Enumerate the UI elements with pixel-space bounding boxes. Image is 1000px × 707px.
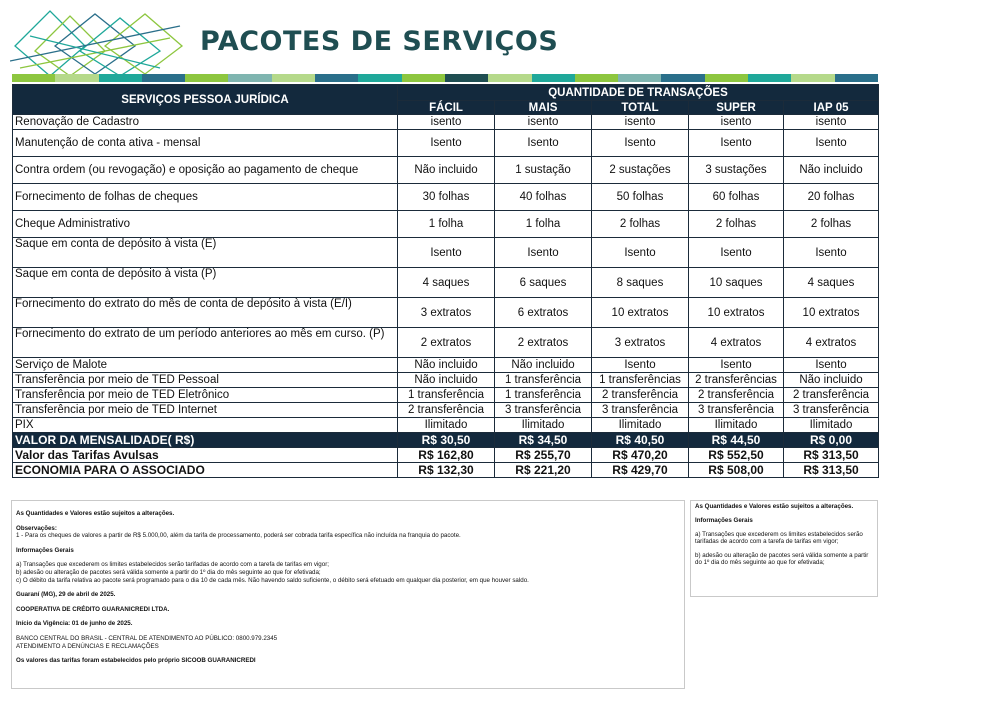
- column-header: MAIS: [495, 101, 592, 115]
- table-cell: R$ 255,70: [495, 448, 592, 463]
- table-cell: 50 folhas: [592, 184, 689, 211]
- table-cell: R$ 508,00: [689, 463, 784, 478]
- table-cell: isento: [592, 115, 689, 130]
- table-cell: R$ 429,70: [592, 463, 689, 478]
- table-cell: Não incluido: [784, 373, 879, 388]
- notes-side-box: [690, 500, 878, 597]
- table-cell: 2 transferências: [689, 373, 784, 388]
- table-row: [13, 358, 879, 373]
- table-cell: 10 extratos: [784, 298, 879, 328]
- notes-info-a: a) Transações que excederem os limites estabelecidos serão tarifadas de acordo com a tarefa de tarifas em vigor;: [16, 561, 329, 569]
- notes-info-b: b) adesão ou alteração de pacotes será válida somente a partir do 1º dia do mês seguinte ao que for efetivada;: [16, 568, 321, 576]
- table-cell: R$ 132,30: [398, 463, 495, 478]
- table-row: [13, 184, 879, 211]
- table-cell: Isento: [495, 238, 592, 268]
- table-cell: R$ 40,50: [592, 433, 689, 448]
- table-cell: R$ 313,50: [784, 448, 879, 463]
- notes-info-c: c) O débito da tarifa relativa ao pacote será programado para o dia 10 de cada mês. Não havendo saldo suficiente, o débito será efetuado em qualquer dia posterior, em que houver saldo.: [16, 576, 529, 584]
- table-cell: 3 extratos: [398, 298, 495, 328]
- table-cell: 2 extratos: [398, 328, 495, 358]
- table-cell: Isento: [689, 130, 784, 157]
- column-header: IAP 05: [784, 101, 879, 115]
- notes-info-title: Informações Gerais: [16, 546, 74, 554]
- table-cell: R$ 34,50: [495, 433, 592, 448]
- table-row: [13, 268, 879, 298]
- service-name: Transferência por meio de TED Internet: [13, 403, 398, 418]
- table-cell: 2 transferência: [689, 388, 784, 403]
- table-cell: 8 saques: [592, 268, 689, 298]
- table-row: [13, 403, 879, 418]
- table-cell: 6 extratos: [495, 298, 592, 328]
- table-cell: 1 transferências: [592, 373, 689, 388]
- table-cell: 2 transferência: [398, 403, 495, 418]
- table-cell: Isento: [784, 358, 879, 373]
- table-cell: R$ 221,20: [495, 463, 592, 478]
- notes2-info-b: b) adesão ou alteração de pacotes será válida somente a partir do 1º dia do mês seguinte ao que for efetivada;: [695, 552, 869, 566]
- service-name: Fornecimento de folhas de cheques: [13, 184, 398, 211]
- table-cell: Isento: [689, 358, 784, 373]
- table-cell: Isento: [784, 130, 879, 157]
- table-cell: isento: [784, 115, 879, 130]
- service-name: Serviço de Malote: [13, 358, 398, 373]
- table-cell: 4 extratos: [784, 328, 879, 358]
- table-cell: R$ 552,50: [689, 448, 784, 463]
- page-title: PACOTES DE SERVIÇOS: [200, 26, 559, 57]
- table-cell: 1 transferência: [495, 388, 592, 403]
- column-header: SUPER: [689, 101, 784, 115]
- table-cell: 6 saques: [495, 268, 592, 298]
- service-name: Fornecimento do extrato do mês de conta de depósito à vista (E/I): [13, 298, 398, 328]
- service-name: Saque em conta de depósito à vista (P): [13, 268, 398, 298]
- table-cell: 3 extratos: [592, 328, 689, 358]
- table-cell: Ilimitado: [592, 418, 689, 433]
- table-cell: Não incluido: [495, 358, 592, 373]
- notes2-disclaimer: As Quantidades e Valores estão sujeitos a alterações.: [695, 503, 854, 510]
- service-name: PIX: [13, 418, 398, 433]
- table-cell: Isento: [592, 358, 689, 373]
- table-cell: Ilimitado: [495, 418, 592, 433]
- table-cell: isento: [398, 115, 495, 130]
- service-name: Cheque Administrativo: [13, 211, 398, 238]
- notes-denuncias: ATENDIMENTO A DENÚNCIAS E RECLAMAÇÕES: [16, 642, 159, 650]
- notes2-info-a: a) Transações que excederem os limites estabelecidos serão tarifadas de acordo com a tarefa de tarifas em vigor;: [695, 531, 863, 545]
- table-cell: R$ 162,80: [398, 448, 495, 463]
- table-cell: 3 transferência: [495, 403, 592, 418]
- table-cell: isento: [689, 115, 784, 130]
- avulsas-row: [13, 448, 879, 463]
- table-cell: Isento: [592, 238, 689, 268]
- table-cell: 30 folhas: [398, 184, 495, 211]
- notes-bcb: BANCO CENTRAL DO BRASIL - CENTRAL DE ATENDIMENTO AO PÚBLICO: 0800.979.2345: [16, 634, 278, 642]
- table-row: [13, 115, 879, 130]
- table-cell: 1 folha: [398, 211, 495, 238]
- table-cell: 40 folhas: [495, 184, 592, 211]
- color-stripe: [12, 74, 878, 82]
- table-cell: 2 transferência: [592, 388, 689, 403]
- table-cell: Isento: [689, 238, 784, 268]
- row-label: Valor das Tarifas Avulsas: [13, 448, 398, 463]
- notes-vigencia: Início da Vigência: 01 de junho de 2025.: [16, 620, 133, 628]
- row-label: VALOR DA MENSALIDADE( R$): [13, 433, 398, 448]
- table-row: [13, 328, 879, 358]
- table-row: [13, 298, 879, 328]
- table-row: [13, 418, 879, 433]
- table-cell: 3 sustações: [689, 157, 784, 184]
- table-cell: 10 extratos: [592, 298, 689, 328]
- service-name: Transferência por meio de TED Eletrônico: [13, 388, 398, 403]
- table-cell: R$ 313,50: [784, 463, 879, 478]
- table-cell: Ilimitado: [398, 418, 495, 433]
- table-cell: R$ 44,50: [689, 433, 784, 448]
- table-cell: 3 transferência: [592, 403, 689, 418]
- table-row: [13, 373, 879, 388]
- table-cell: 1 folha: [495, 211, 592, 238]
- services-table: [12, 84, 879, 478]
- table-cell: 1 transferência: [398, 388, 495, 403]
- table-cell: R$ 470,20: [592, 448, 689, 463]
- company-logo: [10, 6, 185, 78]
- table-row: [13, 238, 879, 268]
- table-cell: 2 sustações: [592, 157, 689, 184]
- table-cell: 2 folhas: [689, 211, 784, 238]
- service-name: Fornecimento do extrato de um período anteriores ao mês em curso. (P): [13, 328, 398, 358]
- table-cell: Isento: [398, 130, 495, 157]
- table-cell: Isento: [495, 130, 592, 157]
- row-label: ECONOMIA PARA O ASSOCIADO: [13, 463, 398, 478]
- table-row: [13, 130, 879, 157]
- table-cell: 4 extratos: [689, 328, 784, 358]
- service-name: Renovação de Cadastro: [13, 115, 398, 130]
- notes2-info-title: Informações Gerais: [695, 517, 753, 524]
- table-row: [13, 388, 879, 403]
- service-header: SERVIÇOS PESSOA JURÍDICA: [13, 85, 398, 115]
- service-name: Contra ordem (ou revogação) e oposição ao pagamento de cheque: [13, 157, 398, 184]
- group-header: QUANTIDADE DE TRANSAÇÕES: [398, 85, 879, 101]
- table-cell: 4 saques: [398, 268, 495, 298]
- notes-box: [11, 500, 685, 689]
- table-cell: 10 saques: [689, 268, 784, 298]
- table-cell: Não incluido: [398, 373, 495, 388]
- column-header: TOTAL: [592, 101, 689, 115]
- mensalidade-row: [13, 433, 879, 448]
- table-cell: 10 extratos: [689, 298, 784, 328]
- economia-row: [13, 463, 879, 478]
- table-cell: 4 saques: [784, 268, 879, 298]
- service-name: Saque em conta de depósito à vista (E): [13, 238, 398, 268]
- table-cell: isento: [495, 115, 592, 130]
- table-cell: 2 transferência: [784, 388, 879, 403]
- table-row: [13, 157, 879, 184]
- service-name: Transferência por meio de TED Pessoal: [13, 373, 398, 388]
- table-cell: Isento: [592, 130, 689, 157]
- table-cell: Isento: [784, 238, 879, 268]
- table-cell: Isento: [398, 238, 495, 268]
- table-cell: 60 folhas: [689, 184, 784, 211]
- notes-obs-title: Observações:: [16, 524, 57, 532]
- table-cell: Não incluido: [398, 358, 495, 373]
- table-cell: 3 transferência: [784, 403, 879, 418]
- table-cell: 20 folhas: [784, 184, 879, 211]
- table-cell: R$ 30,50: [398, 433, 495, 448]
- table-cell: 2 folhas: [592, 211, 689, 238]
- notes-obs-text: 1 - Para os cheques de valores a partir de R$ 5.000,00, além da tarifa de processamento, poderá ser cobrada tarifa específica não incluída na franquia do pacote.: [16, 532, 461, 540]
- table-cell: 1 transferência: [495, 373, 592, 388]
- table-cell: R$ 0,00: [784, 433, 879, 448]
- table-cell: 1 sustação: [495, 157, 592, 184]
- table-cell: Ilimitado: [784, 418, 879, 433]
- table-cell: 2 folhas: [784, 211, 879, 238]
- table-cell: Ilimitado: [689, 418, 784, 433]
- notes-final: Os valores das tarifas foram estabelecidos pelo próprio SICOOB GUARANICREDI: [16, 657, 256, 665]
- column-header: FÁCIL: [398, 101, 495, 115]
- notes-disclaimer: As Quantidades e Valores estão sujeitos a alterações.: [16, 510, 175, 517]
- table-cell: Não incluido: [398, 157, 495, 184]
- table-cell: 2 extratos: [495, 328, 592, 358]
- table-row: [13, 211, 879, 238]
- service-name: Manutenção de conta ativa - mensal: [13, 130, 398, 157]
- notes-coop: COOPERATIVA DE CRÉDITO GUARANICREDI LTDA.: [16, 605, 170, 613]
- table-cell: 3 transferência: [689, 403, 784, 418]
- table-cell: Não incluido: [784, 157, 879, 184]
- notes-date: Guaraní (MG), 29 de abril de 2025.: [16, 591, 116, 599]
